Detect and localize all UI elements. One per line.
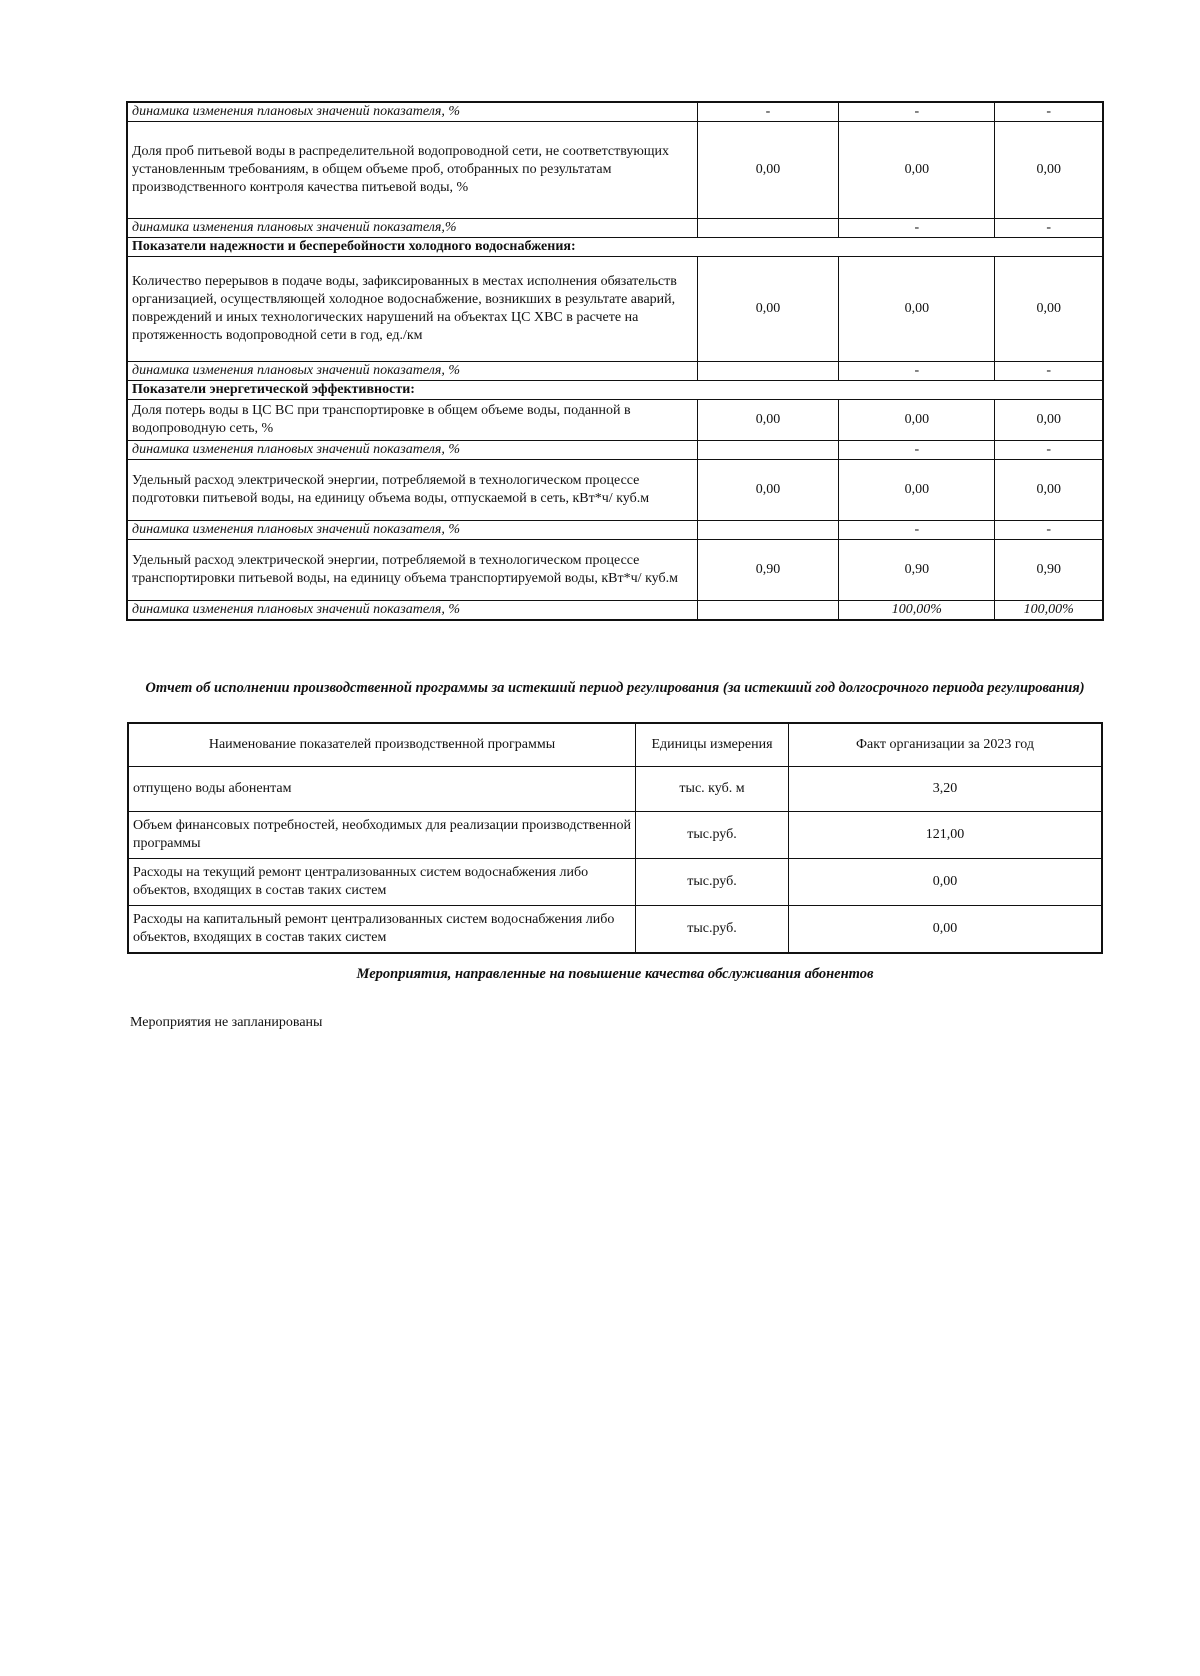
- indicator-name: динамика изменения плановых значений показателя, %: [127, 362, 697, 381]
- section-title: Показатели надежности и бесперебойности холодного водоснабжения:: [127, 238, 1103, 257]
- value-col-3: -: [995, 362, 1103, 381]
- indicator-name: Количество перерывов в подаче воды, зафиксированных в местах исполнения обязательств организацией, осуществляющей холодное водоснабжение, возникших в результате аварий, повреждений и иных технологических нарушений на объектах ЦС ХВС в расчете на протяженность водопроводной сети в год, ед./км: [127, 257, 697, 362]
- indicators-table: [126, 101, 1104, 621]
- table-row: [127, 102, 1103, 122]
- section-header-row: [127, 381, 1103, 400]
- value-col-3: 0,00: [995, 400, 1103, 441]
- table-row: [127, 441, 1103, 460]
- indicator-name: Удельный расход электрической энергии, потребляемой в технологическом процессе подготовки питьевой воды, на единицу объема воды, отпускаемой в сеть, кВт*ч/ куб.м: [127, 460, 697, 521]
- table-row: [127, 540, 1103, 601]
- value-col-1: 0,00: [697, 400, 839, 441]
- value-col-1: [697, 521, 839, 540]
- value-col-2: -: [839, 441, 995, 460]
- unit-cell: тыс. куб. м: [636, 767, 789, 812]
- value-col-3: -: [995, 521, 1103, 540]
- table-row: [127, 521, 1103, 540]
- value-col-1: -: [697, 102, 839, 122]
- value-col-3: 0,00: [995, 460, 1103, 521]
- value-col-2: 0,00: [839, 400, 995, 441]
- indicator-name: динамика изменения плановых значений показателя, %: [127, 441, 697, 460]
- indicator-name: отпущено воды абонентам: [128, 767, 636, 812]
- value-col-2: -: [839, 102, 995, 122]
- value-col-1: 0,90: [697, 540, 839, 601]
- fact-value: 3,20: [789, 767, 1103, 812]
- indicator-name: Расходы на текущий ремонт централизованных систем водоснабжения либо объектов, входящих в состав таких систем: [128, 859, 636, 906]
- indicator-name: динамика изменения плановых значений показателя, %: [127, 102, 697, 122]
- table-row: [127, 219, 1103, 238]
- indicator-name: динамика изменения плановых значений показателя, %: [127, 601, 697, 621]
- table-row: [127, 257, 1103, 362]
- indicator-name: Доля потерь воды в ЦС ВС при транспортировке в общем объеме воды, поданной в водопроводную сеть, %: [127, 400, 697, 441]
- report-caption: Отчет об исполнении производственной программы за истекший период регулирования (за истекший год долгосрочного периода регулирования): [145, 680, 1085, 696]
- production-program-report-table: [127, 722, 1103, 954]
- table-row: [128, 767, 1102, 812]
- value-col-3: 0,90: [995, 540, 1103, 601]
- value-col-1: [697, 441, 839, 460]
- indicator-name: Удельный расход электрической энергии, потребляемой в технологическом процессе транспортировки питьевой воды, на единицу объема транспортируемой воды, кВт*ч/ куб.м: [127, 540, 697, 601]
- indicator-name: Доля проб питьевой воды в распределительной водопроводной сети, не соответствующих установленным требованиям, в общем объеме проб, отобранных по результатам производственного контроля качества питьевой воды, %: [127, 122, 697, 219]
- header-fact: Факт организации за 2023 год: [789, 723, 1103, 767]
- fact-value: 0,00: [789, 859, 1103, 906]
- table-row: [128, 906, 1102, 954]
- value-col-3: 0,00: [995, 122, 1103, 219]
- table-row: [127, 400, 1103, 441]
- value-col-1: [697, 362, 839, 381]
- value-col-2: -: [839, 521, 995, 540]
- value-col-2: 100,00%: [839, 601, 995, 621]
- unit-cell: тыс.руб.: [636, 812, 789, 859]
- value-col-3: 0,00: [995, 257, 1103, 362]
- table-row: [127, 122, 1103, 219]
- value-col-3: -: [995, 219, 1103, 238]
- value-col-2: -: [839, 362, 995, 381]
- value-col-2: 0,00: [839, 460, 995, 521]
- header-name: Наименование показателей производственной программы: [128, 723, 636, 767]
- fact-value: 121,00: [789, 812, 1103, 859]
- table-row: [127, 362, 1103, 381]
- indicator-name: динамика изменения плановых значений показателя, %: [127, 521, 697, 540]
- measures-caption: Мероприятия, направленные на повышение качества обслуживания абонентов: [356, 966, 874, 982]
- value-col-1: 0,00: [697, 460, 839, 521]
- section-header-row: [127, 238, 1103, 257]
- value-col-1: [697, 601, 839, 621]
- value-col-1: 0,00: [697, 257, 839, 362]
- table-row: [128, 812, 1102, 859]
- table-row: [127, 460, 1103, 521]
- table-row: [127, 601, 1103, 621]
- value-col-1: [697, 219, 839, 238]
- fact-value: 0,00: [789, 906, 1103, 954]
- indicator-name: динамика изменения плановых значений показателя,%: [127, 219, 697, 238]
- measures-text: Мероприятия не запланированы: [130, 1015, 323, 1030]
- table-header-row: [128, 723, 1102, 767]
- value-col-1: 0,00: [697, 122, 839, 219]
- table-row: [128, 859, 1102, 906]
- section-title: Показатели энергетической эффективности:: [127, 381, 1103, 400]
- unit-cell: тыс.руб.: [636, 859, 789, 906]
- value-col-2: 0,00: [839, 257, 995, 362]
- value-col-2: 0,90: [839, 540, 995, 601]
- indicator-name: Объем финансовых потребностей, необходимых для реализации производственной программы: [128, 812, 636, 859]
- value-col-3: 100,00%: [995, 601, 1103, 621]
- value-col-2: -: [839, 219, 995, 238]
- value-col-2: 0,00: [839, 122, 995, 219]
- value-col-3: -: [995, 441, 1103, 460]
- value-col-3: -: [995, 102, 1103, 122]
- indicator-name: Расходы на капитальный ремонт централизованных систем водоснабжения либо объектов, входящих в состав таких систем: [128, 906, 636, 954]
- header-unit: Единицы измерения: [636, 723, 789, 767]
- unit-cell: тыс.руб.: [636, 906, 789, 954]
